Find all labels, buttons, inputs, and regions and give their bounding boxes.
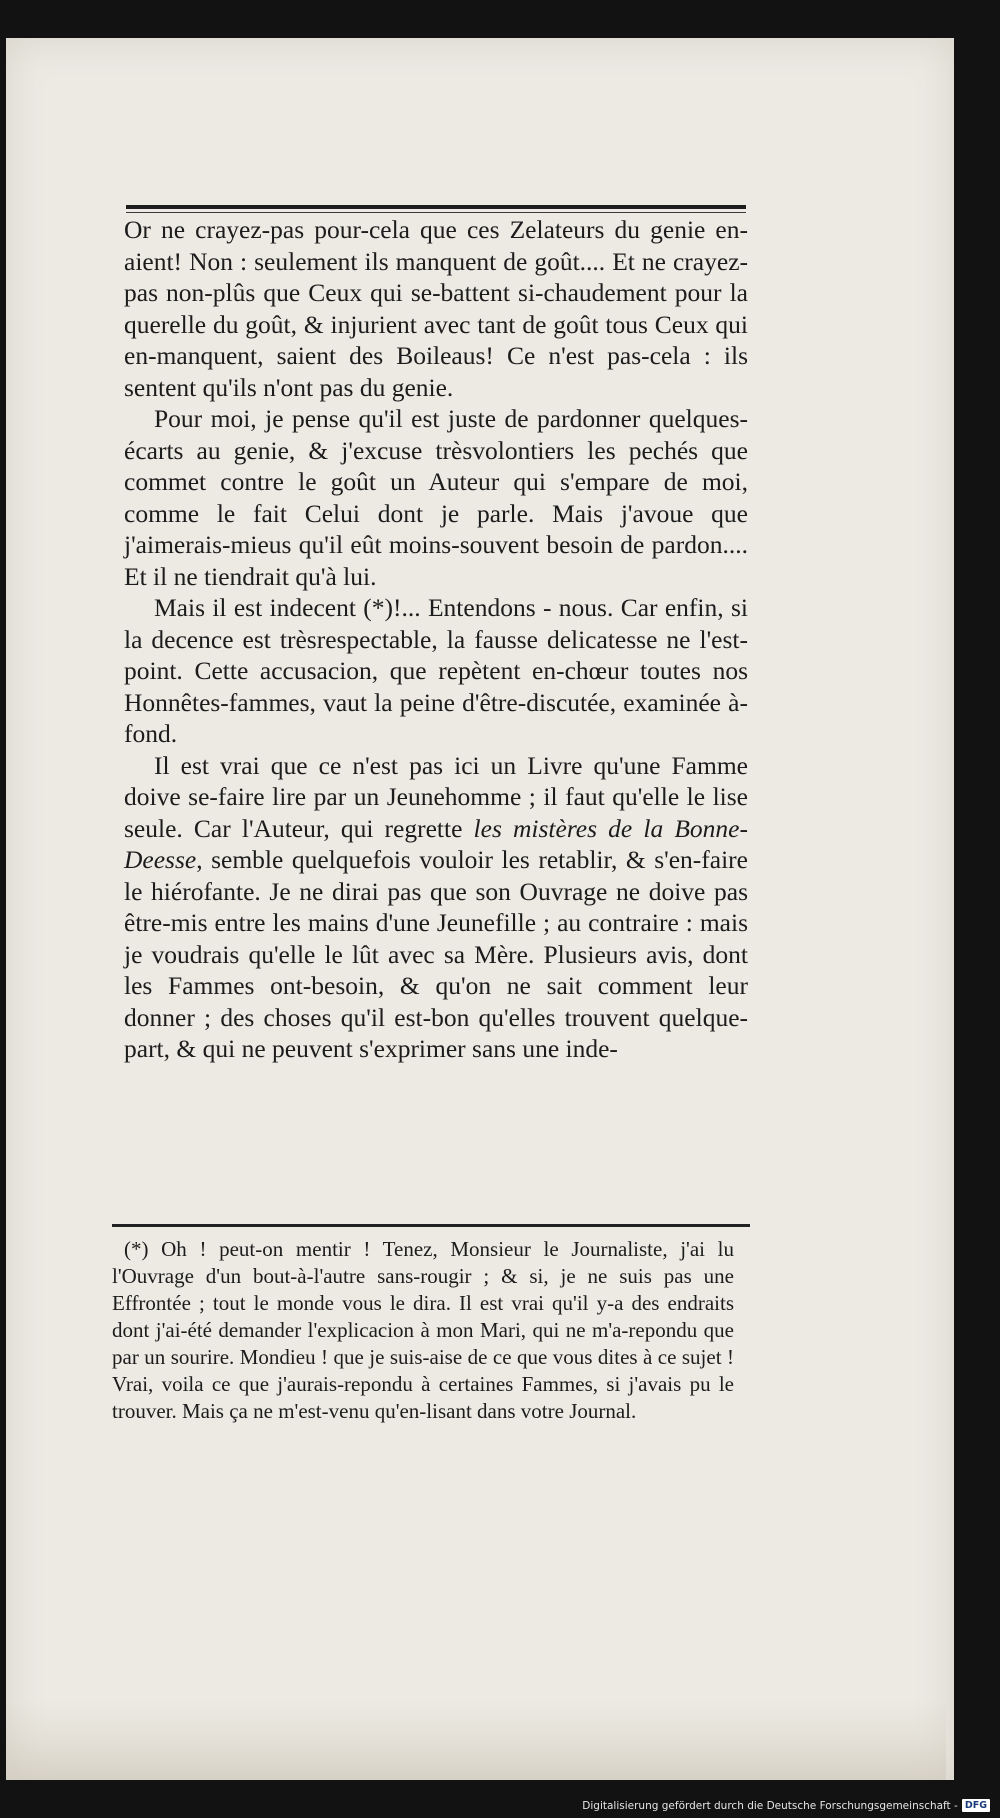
footnote-rule [112,1224,750,1227]
paragraph-2: Pour moi, je pense qu'il est juste de pardonner quelques-écarts au genie, & j'excuse trèsvolontiers les pechés que commet contre le goût un Auteur qui s'empare de moi, comme le fait Celui dont je parle. Mais j'avoue que j'aimerais-mieus qu'il eût moins-souvent besoin de pardon.... Et il ne tiendrait qu'à lui. [124,404,748,591]
credit-text: Digitalisierung gefördert durch die Deutsche Forschungsgemeinschaft - [582,1799,958,1812]
main-text [124,214,748,1065]
paragraph-4-italic-phrase: les mistères de la Bonne-Deesse [124,813,748,874]
digitization-credit [582,1799,990,1812]
paragraph-4 [124,750,748,1065]
page-shadow [6,1700,946,1780]
header-rule [126,205,746,209]
paragraph-4-start: Il est vrai que ce n'est pas ici un Livre qu'une Famme doive se-faire lire par un Jeunehomme ; il faut qu'elle le lise seule. Car l'Auteur, qui regrette [124,750,748,843]
dfg-logo-icon: DFG [962,1799,990,1812]
paragraph-4-end: , semble quelquefois vouloir les retablir, & s'en-faire le hiérofante. Je ne dirai pas que son Ouvrage ne doive pas être-mis entre les mains d'une Jeunefille ; au contraire : mais je voudrais qu'elle le lût avec sa Mère. Plusieurs avis, dont les Fammes ont-besoin, & qu'on ne sait comment leur donner ; des choses qu'il est-bon qu'elles trouvent quelque-part, & qui ne peuvent s'exprimer sans une inde- [124,845,748,1063]
paragraph-3: Mais il est indecent (*)!... Entendons - nous. Car enfin, si la decence est trèsrespectable, la fausse delicatesse ne l'est-point. Cette accusacion, que repètent en-chœur toutes nos Honnêtes-fammes, vaut la peine d'être-discutée, examinée à-fond. [124,593,748,748]
paragraph-1: Or ne crayez-pas pour-cela que ces Zelateurs du genie en-aient! Non : seulement ils manquent de goût.... Et ne crayez-pas non-plûs que Ceux qui se-battent si-chaudement pour la querelle du goût, & injurient avec tant de goût tous Ceux qui en-manquent, saient des Boileaus! Ce n'est pas-cela : ils sentent qu'ils n'ont pas du genie. [124,215,748,402]
footnote: (*) Oh ! peut-on mentir ! Tenez, Monsieur le Journaliste, j'ai lu l'Ouvrage d'un bout-à-l'autre sans-rougir ; & si, je ne suis pas une Effrontée ; tout le monde vous le dira. Il est vrai qu'il y-a des endraits dont j'ai-été demander l'explicacion à mon Mari, qui ne m'a-repondu que par un sourire. Mondieu ! que je suis-aise de ce que vous dites à ce sujet ! Vrai, voila ce que j'aurais-repondu à certaines Fammes, si j'avais pu le trouver. Mais ça ne m'est-venu qu'en-lisant dans votre Journal. [112,1237,734,1423]
